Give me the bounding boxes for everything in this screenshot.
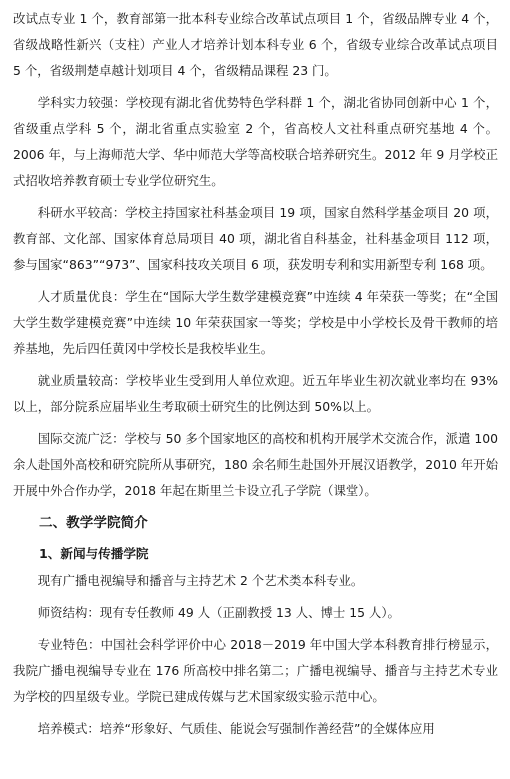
paragraph-college-faculty: 师资结构：现有专任教师 49 人（正副教授 13 人、博士 15 人）。: [37, 605, 400, 620]
college-heading: 1、新闻与传播学院: [39, 546, 149, 561]
paragraph-employment-quality: 就业质量较高：学校毕业生受到用人单位欢迎。近五年毕业生初次就业率均在 93%以上，部分院系应届毕业生考取硕士研究生的比例达到 50%以上。: [13, 373, 498, 414]
paragraph-discipline-strength: 学科实力较强：学校现有湖北省优势特色学科群 1 个，湖北省协同创新中心 1 个，省级重点学科 5 个，湖北省重点实验室 2 个，省高校人文社科重点研究基地 4 个。2006 年，与上海师范大学、华中师范大学等高校联合培养研究生。2012 年 9 月学校正式招收培养教育硕士专业学位研究生。: [13, 95, 498, 188]
paragraph-college-training-mode: 培养模式：培养“形象好、气质佳、能说会写强制作善经营”的全媒体应用: [37, 721, 435, 736]
paragraph-reform-projects: 改试点专业 1 个，教育部第一批本科专业综合改革试点项目 1 个，省级品牌专业 4 个，省级战略性新兴（支柱）产业人才培养计划本科专业 6 个，省级专业综合改革试点项目 5 个，省级荆楚卓越计划项目 4 个，省级精品课程 23 门。: [13, 11, 498, 78]
paragraph-talent-quality: 人才质量优良：学生在“国际大学生数学建模竞赛”中连续 4 年荣获一等奖；在“全国大学生数学建模竞赛”中连续 10 年荣获国家一等奖；学校是中小学校长及骨干教师的培养基地，先后四任黄冈中学校长是我校毕业生。: [13, 289, 498, 356]
paragraph-research-level: 科研水平较高：学校主持国家社科基金项目 19 项，国家自然科学基金项目 20 项，教育部、文化部、国家体育总局项目 40 项，湖北省自科基金，社科基金项目 112 项，参与国家“863”“973”、国家科技攻关项目 6 项，获发明专利和实用新型专利 168 项。: [13, 205, 498, 272]
section-heading: 二、教学学院简介: [39, 515, 148, 531]
paragraph-international-exchange: 国际交流广泛：学校与 50 多个国家地区的高校和机构开展学术交流合作，派遣 100 余人赴国外高校和研究院所从事研究，180 余名师生赴国外开展汉语教学，2010 年开始开展中外合作办学，2018 年起在斯里兰卡设立孔子学院（课堂）。: [13, 431, 498, 498]
paragraph-college-majors: 现有广播电视编导和播音与主持艺术 2 个艺术类本科专业。: [37, 573, 364, 588]
paragraph-college-features: 专业特色：中国社会科学评价中心 2018－2019 年中国大学本科教育排行榜显示，我院广播电视编导专业在 176 所高校中排名第二；广播电视编导、播音与主持艺术专业为学校的四星级专业。学院已建成传媒与艺术国家级实验示范中心。: [13, 637, 498, 704]
